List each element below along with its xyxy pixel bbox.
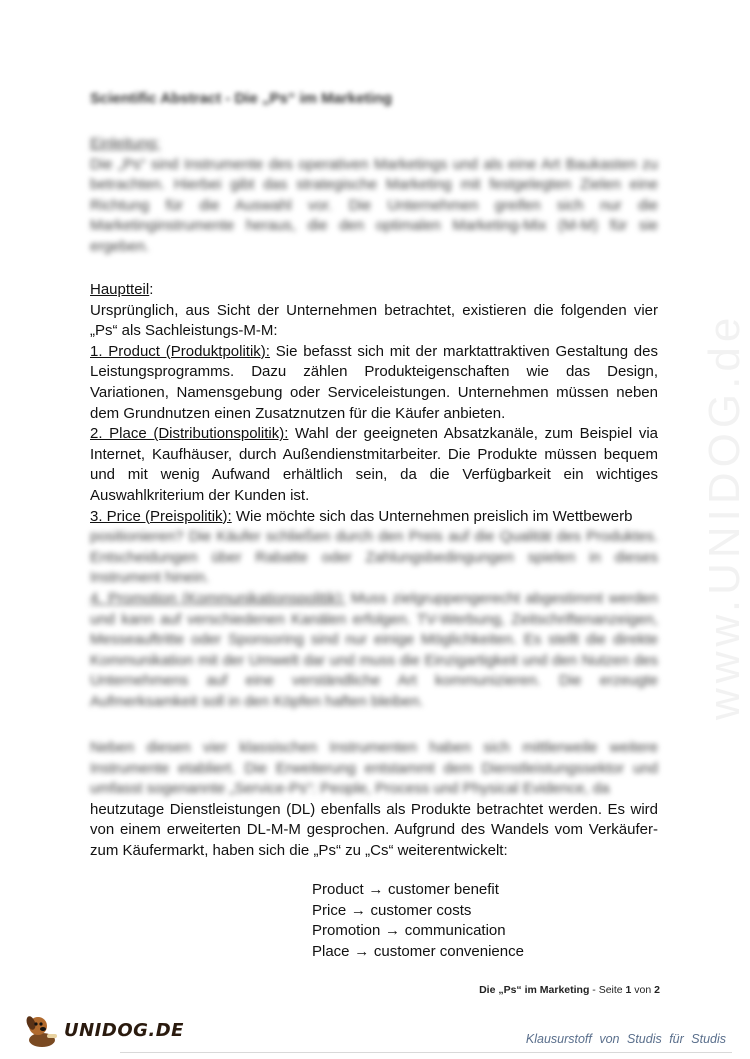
intro-heading: Einleitung: [90, 135, 161, 152]
list-item [312, 921, 524, 942]
product-text: Sie befasst sich mit der marktattraktiven Gestaltung des Leistungsprogramms. Dazu zählen Produkteigenschaften wie das Design, Variationen, Namensgebung oder Serviceleistungen. Unternehmen müssen neben dem Grundnutzen einen Zusatznutzen für die Käufer anbieten. [90, 342, 658, 422]
footer-page-prefix: - Seite [589, 984, 626, 996]
product-paragraph [90, 342, 658, 424]
document-title: Scientific Abstract - Die „Ps“ im Marketing [90, 90, 393, 107]
promotion-text: Muss zielgruppengerecht abgestimmt werden und kann auf verschiedenen Kanälen erfolgen. TV-Werbung, Zeitschriftenanzeigen, Messeauftritte oder Sponsoring sind nur einige Möglichkeiten. Es stellt die direkte Kommunikation mit der Umwelt dar und muss die Einzigartigkeit und den Nutzen des Unternehmens auf eine verständliche Art kommunizieren. Die erzeugte Aufmerksamkeit soll in den Köpfen haften bleiben. [90, 589, 658, 710]
price-text: Wie möchte sich das Unternehmen preislich im Wettbewerb [231, 507, 633, 525]
main-heading-colon: : [149, 281, 154, 298]
place-label: 2. Place (Distributionspolitik): [90, 425, 289, 443]
list-item [312, 942, 524, 963]
p-term: Promotion [312, 922, 381, 940]
brand-logo[interactable] [22, 1010, 184, 1050]
c-term: communication [404, 922, 506, 940]
page-footer [479, 984, 660, 996]
arrow-right-icon: → [354, 942, 370, 960]
promotion-paragraph [90, 589, 658, 713]
c-term: customer convenience [373, 942, 524, 960]
c-term: customer benefit [388, 881, 499, 898]
extension-blurred-text: Neben diesen vier klassischen Instrumenten haben sich mittlerweile weitere Instrumente etabliert. Die Erweiterung entstammt dem Dienstleistungssektor und umfasst sogenannte „Service-Ps“: People, Process und Physical Evidence, da [90, 739, 658, 798]
main-section [90, 280, 658, 712]
extension-section [90, 738, 658, 862]
place-text: Wahl der geeigneten Absatzkanäle, zum Beispiel via Internet, Kaufhäuser, durch Außendienstmitarbeiter. Die Produkte müssen bequem und mit wenig Aufwand erhältlich sein, da die Verfügbarkeit ein wichtiges Auswahlkriterium der Kunden ist. [90, 425, 658, 504]
product-label: 1. Product (Produktpolitik): [90, 342, 270, 360]
intro-paragraph: Die „Ps“ sind Instrumente des operativen Marketings und als eine Art Baukasten zu betrachten. Hierbei gibt das strategische Marketing mit festgelegten Zielen eine Richtung für die Auswahl vor. Die Unternehmen greifen sich nur die Marketinginstrumente heraus, die den optimalen Marketing-Mix (M-M) für sie ergeben. [90, 155, 658, 255]
main-lead-paragraph: Ursprünglich, aus Sicht der Unternehmen betrachtet, existieren die folgenden vier „Ps“ als Sachleistungs-M-M: [90, 301, 658, 340]
footer-page-total: 2 [654, 984, 660, 996]
arrow-right-icon: → [350, 901, 366, 919]
main-heading: Hauptteil [90, 281, 150, 298]
footer-doc-name: Die „Ps“ im Marketing [479, 984, 590, 996]
price-paragraph-continued: positionieren? Die Käufer schließen durch den Preis auf die Qualität des Produktes. Entscheidungen über Rabatte oder Zahlungsbedingungen spielen in dieses Instrument hinein. [90, 528, 658, 587]
list-item [312, 901, 524, 922]
c-term: customer costs [370, 901, 472, 919]
dog-mascot-icon [22, 1010, 62, 1050]
list-item [312, 880, 524, 901]
p-term: Product [312, 881, 364, 898]
price-paragraph [90, 507, 658, 528]
price-label: 3. Price (Preispolitik): [90, 507, 232, 525]
extension-text: heutzutage Dienstleistungen (DL) ebenfalls als Produkte betrachtet werden. Es wird von einem erweiterten DL-M-M gesprochen. Aufgrund des Wandels vom Verkäufer- zum Käufermarkt, haben sich die „Ps“ zu „Cs“ weiterentwickelt: [90, 800, 658, 859]
footer-divider [120, 1052, 732, 1053]
watermark-text: www.UNIDOG.de [700, 312, 749, 720]
brand-tagline: Klausurstoff von Studis für Studis [525, 1032, 726, 1046]
arrow-right-icon: → [385, 922, 401, 940]
footer-of: von [631, 984, 655, 996]
intro-section [90, 134, 658, 258]
promotion-label: 4. Promotion (Kommunikationspolitik): [90, 589, 346, 607]
place-paragraph [90, 424, 658, 506]
arrow-right-icon: → [368, 881, 384, 898]
ps-to-cs-list [312, 880, 524, 962]
logo-text: UNIDOG.DE [64, 1019, 184, 1041]
footer-page-number: 1 [625, 984, 632, 996]
p-term: Price [312, 901, 347, 919]
p-term: Place [312, 942, 350, 960]
